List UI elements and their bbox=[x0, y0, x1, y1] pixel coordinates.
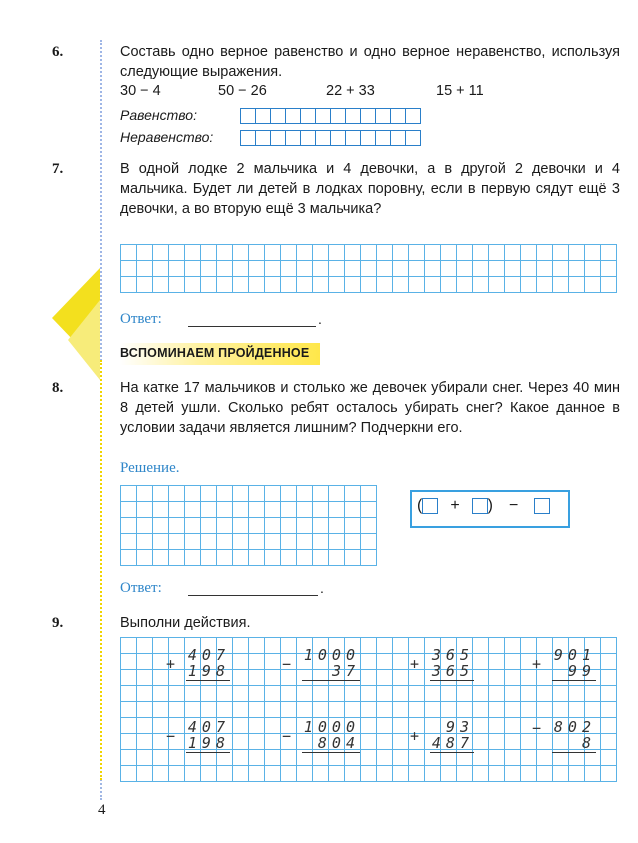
calc-4-top: 901 bbox=[553, 646, 596, 664]
expression-4: 15 + 11 bbox=[436, 83, 484, 99]
task-6-number: 6. bbox=[52, 44, 64, 60]
page-number: 4 bbox=[98, 802, 106, 818]
task-7-number: 7. bbox=[52, 161, 64, 177]
calc-6-bottom: 804 bbox=[317, 734, 360, 752]
equality-label: Равенство: bbox=[120, 107, 197, 123]
calc-1-bottom: 198 bbox=[187, 662, 230, 680]
calc-4-bottom: 99 bbox=[567, 662, 596, 680]
equality-answer-cells[interactable] bbox=[240, 108, 420, 124]
task-8-answer-line[interactable] bbox=[188, 595, 318, 596]
calc-8-rule bbox=[552, 752, 596, 753]
calc-2 bbox=[292, 647, 360, 682]
calc-7-sign: + bbox=[410, 727, 420, 745]
calc-4-sign: + bbox=[532, 655, 542, 673]
task-8-text: На катке 17 мальчиков и столько же девочек убирали снег. Через 40 мин 8 детей ушли. Сколько ребят осталось убирать снег? Какое данное в условии задачи является лишним? Подчеркни его. bbox=[120, 380, 620, 436]
calc-7-bottom: 487 bbox=[431, 734, 474, 752]
calc-8-sign: − bbox=[532, 719, 542, 737]
calc-4-rule bbox=[552, 680, 596, 681]
calc-7-rule bbox=[430, 752, 474, 753]
calc-6-top: 1000 bbox=[303, 718, 360, 736]
calc-2-bottom: 37 bbox=[331, 662, 360, 680]
calc-1-rule bbox=[186, 680, 230, 681]
calc-6-rule bbox=[302, 752, 360, 753]
task-8-number: 8. bbox=[52, 380, 64, 396]
calc-5-sign: − bbox=[166, 727, 176, 745]
calc-3 bbox=[420, 647, 474, 682]
calc-8-bottom: 8 bbox=[581, 734, 596, 752]
calc-6-sign: − bbox=[282, 727, 292, 745]
task-7-grid[interactable] bbox=[120, 244, 617, 293]
task-7-text: В одной лодке 2 мальчика и 4 девочки, а в другой 2 девочки и 4 мальчика. Будет ли детей в лодках поровну, если в первую сядут ещё 3 девочки, а во вторую ещё 3 мальчика? bbox=[120, 161, 620, 217]
calc-3-bottom: 365 bbox=[431, 662, 474, 680]
calc-1-top: 407 bbox=[187, 646, 230, 664]
calc-2-rule bbox=[302, 680, 360, 681]
task-7-answer-end: . bbox=[318, 311, 322, 327]
formula-cell-1[interactable] bbox=[422, 498, 438, 514]
formula bbox=[417, 497, 550, 515]
calc-1 bbox=[176, 647, 230, 682]
formula-close: ) bbox=[487, 497, 493, 514]
calc-8-top: 802 bbox=[553, 718, 596, 736]
expression-2: 50 − 26 bbox=[218, 83, 267, 99]
calc-7-top: 93 bbox=[445, 718, 474, 736]
task-7-answer-label: Ответ: bbox=[120, 311, 162, 327]
section-title: ВСПОМИНАЕМ ПРОЙДЕННОЕ bbox=[120, 346, 310, 360]
task-7-answer-line[interactable] bbox=[188, 326, 316, 327]
calc-3-top: 365 bbox=[431, 646, 474, 664]
task-9-number: 9. bbox=[52, 615, 64, 631]
formula-minus: − bbox=[509, 497, 519, 514]
calc-6 bbox=[292, 719, 360, 754]
calc-5 bbox=[176, 719, 230, 754]
task-9-text: Выполни действия. bbox=[120, 615, 251, 631]
formula-plus: + bbox=[450, 497, 460, 514]
calc-4 bbox=[542, 647, 596, 682]
calc-5-bottom: 198 bbox=[187, 734, 230, 752]
calc-2-sign: − bbox=[282, 655, 292, 673]
task-8-answer-label: Ответ: bbox=[120, 580, 162, 596]
task-8-answer-end: . bbox=[320, 580, 324, 596]
expression-1: 30 − 4 bbox=[120, 83, 161, 99]
calc-3-rule bbox=[430, 680, 474, 681]
solution-label: Решение. bbox=[120, 460, 180, 476]
calc-7 bbox=[420, 719, 474, 754]
inequality-answer-cells[interactable] bbox=[240, 130, 420, 146]
calc-2-top: 1000 bbox=[303, 646, 360, 664]
calc-5-top: 407 bbox=[187, 718, 230, 736]
inequality-label: Неравенство: bbox=[120, 129, 214, 145]
expression-3: 22 + 33 bbox=[326, 83, 375, 99]
calc-5-rule bbox=[186, 752, 230, 753]
formula-cell-3[interactable] bbox=[534, 498, 550, 514]
margin-dotted-line-yellow bbox=[100, 360, 102, 780]
calc-8 bbox=[542, 719, 596, 754]
section-triangle-decoration-inner bbox=[68, 300, 100, 380]
calc-3-sign: + bbox=[410, 655, 420, 673]
task-6-text: Составь одно верное равенство и одно верное неравенство, используя следующие выражения. bbox=[120, 44, 620, 80]
formula-cell-2[interactable] bbox=[472, 498, 488, 514]
formula-open: ( bbox=[417, 497, 423, 514]
calc-1-sign: + bbox=[166, 655, 176, 673]
task-8-grid[interactable] bbox=[120, 485, 377, 566]
